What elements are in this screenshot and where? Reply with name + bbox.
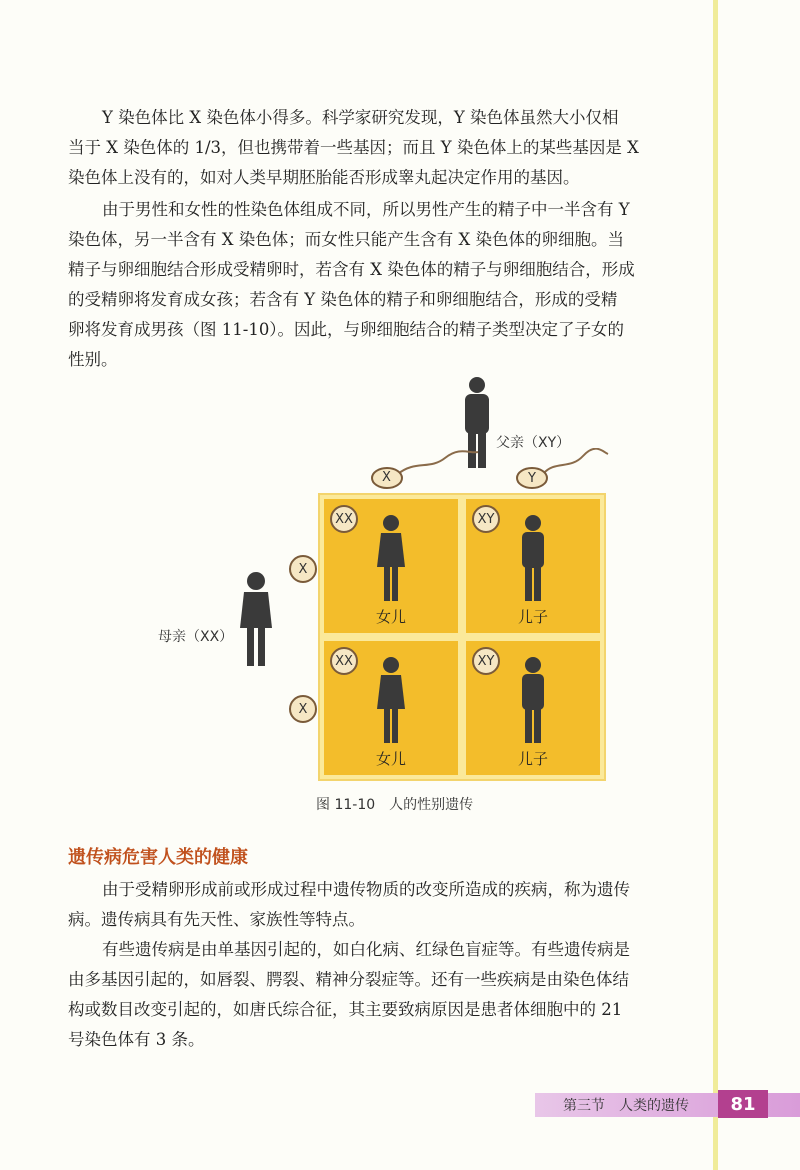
text-line: 有些遗传病是由单基因引起的，如白化病、红绿色盲症等。有些遗传病是	[102, 940, 630, 959]
grid-cell-daughter	[324, 641, 458, 775]
chromosome-badge: XY	[472, 505, 500, 533]
punnett-grid	[318, 493, 606, 781]
grid-cell-son	[466, 641, 600, 775]
text-line: 由于受精卵形成前或形成过程中遗传物质的改变所造成的疾病，称为遗传	[102, 880, 630, 899]
text-line: 染色体上没有的，如对人类早期胚胎能否形成睾丸起决定作用的基因。	[68, 168, 580, 187]
text-line: 病。遗传病具有先天性、家族性等特点。	[68, 910, 365, 929]
chromosome-badge: XY	[472, 647, 500, 675]
text-line: 精子与卵细胞结合形成受精卵时，若含有 X 染色体的精子与卵细胞结合，形成	[68, 260, 635, 279]
text-line: 构或数目改变引起的，如唐氏综合征，其主要致病原因是患者体细胞中的 21	[68, 1000, 623, 1019]
paragraph-1	[68, 103, 718, 193]
father-label: 父亲（XY）	[496, 435, 571, 451]
cell-label: 女儿	[375, 608, 406, 626]
footer-section-label: 第三节 人类的遗传	[563, 1098, 689, 1114]
egg-x-2: X	[289, 695, 317, 723]
text-line: 的受精卵将发育成女孩；若含有 Y 染色体的精子和卵细胞结合，形成的受精	[68, 290, 618, 309]
text-line: 性别。	[68, 350, 118, 369]
chromosome-badge: XX	[330, 505, 358, 533]
page-number: 81	[718, 1090, 768, 1118]
sperm-y-label: Y	[528, 471, 536, 486]
text-line: 染色体，另一半含有 X 染色体；而女性只能产生含有 X 染色体的卵细胞。当	[68, 230, 624, 249]
text-line: 卵将发育成男孩（图 11-10）。因此，与卵细胞结合的精子类型决定了子女的	[68, 320, 625, 339]
cell-label: 儿子	[517, 750, 548, 768]
mother-label: 母亲（XX）	[158, 629, 234, 645]
son-figure-icon	[516, 655, 550, 745]
text-line: Y 染色体比 X 染色体小得多。科学家研究发现，Y 染色体虽然大小仅相	[102, 108, 619, 127]
paragraph-2	[68, 195, 718, 375]
figure-sex-inheritance	[0, 370, 800, 820]
figure-caption: 图 11-10 人的性别遗传	[316, 797, 474, 813]
grid-cell-son	[466, 499, 600, 633]
text-line: 由于男性和女性的性染色体组成不同，所以男性产生的精子中一半含有 Y	[102, 200, 630, 219]
grid-cell-daughter	[324, 499, 458, 633]
cell-label: 女儿	[375, 750, 406, 768]
text-line: 号染色体有 3 条。	[68, 1030, 205, 1049]
daughter-figure-icon	[374, 513, 408, 603]
son-figure-icon	[516, 513, 550, 603]
mother-figure-icon	[236, 570, 276, 668]
daughter-figure-icon	[374, 655, 408, 745]
sperm-x-label: X	[382, 470, 391, 485]
paragraph-4	[68, 935, 718, 1055]
chromosome-badge: XX	[330, 647, 358, 675]
cell-label: 儿子	[517, 608, 548, 626]
text-line: 当于 X 染色体的 1/3，但也携带着一些基因；而且 Y 染色体上的某些基因是 X	[68, 138, 639, 157]
paragraph-3	[68, 875, 718, 935]
text-line: 由多基因引起的，如唇裂、腭裂、精神分裂症等。还有一些疾病是由染色体结	[68, 970, 629, 989]
egg-x-1: X	[289, 555, 317, 583]
section-title: 遗传病危害人类的健康	[68, 847, 248, 868]
